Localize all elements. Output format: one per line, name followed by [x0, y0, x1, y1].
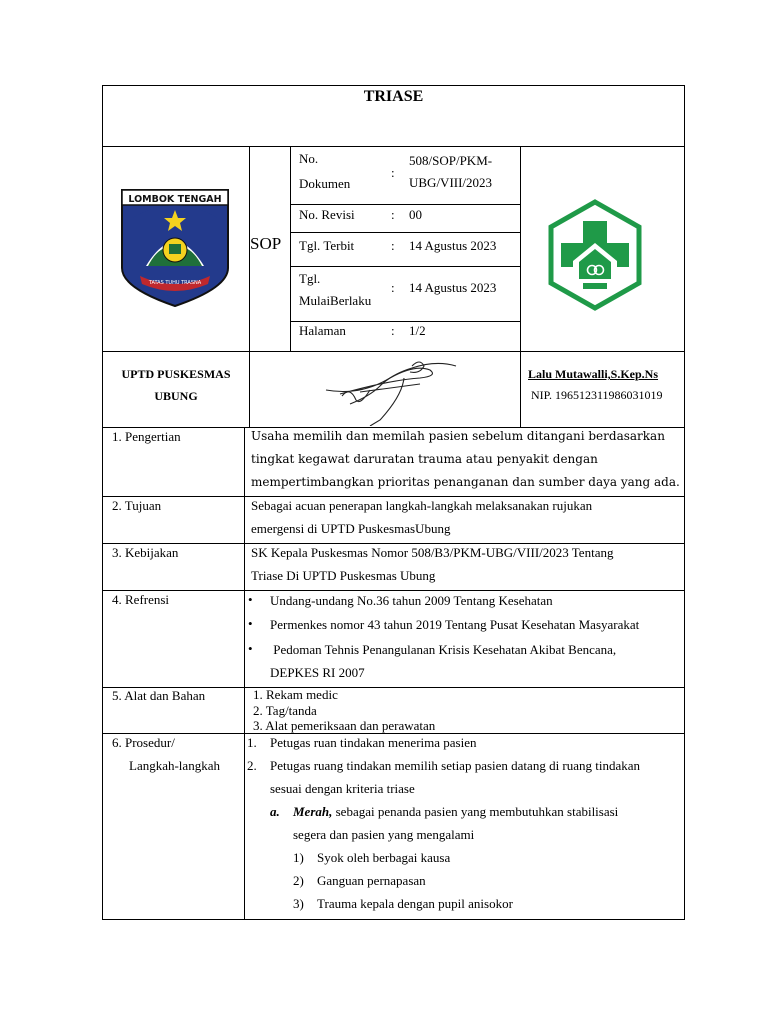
reference-item: Permenkes nomor 43 tahun 2019 Tentang Pusat Kesehatan Masyarakat — [270, 617, 640, 632]
issue-date-sep: : — [391, 238, 395, 253]
doc-number-label: Dokumen — [299, 176, 351, 191]
sub-step-marker: a. — [270, 804, 280, 819]
procedure-step: Petugas ruang tindakan memilih setiap pasien datang di ruang tindakan — [270, 758, 641, 773]
puskesmas-logo — [547, 199, 643, 311]
doc-number-label: No. — [299, 151, 319, 166]
step-number: 1. — [247, 735, 257, 750]
doc-number-sep: : — [391, 165, 395, 180]
effective-date-value: 14 Agustus 2023 — [409, 280, 497, 295]
policy-text: SK Kepala Puskesmas Nomor 508/B3/PKM-UBG/VIII/2023 Tentang — [251, 545, 614, 560]
equipment-item: 3. Alat pemeriksaan dan perawatan — [253, 718, 436, 733]
bullet-dot: • — [248, 592, 253, 607]
section-label: 2. Tujuan — [112, 498, 162, 513]
bullet-dot: • — [248, 616, 253, 631]
org-name: UBUNG — [154, 389, 198, 403]
sub-item-number: 1) — [293, 850, 304, 865]
reference-item: DEPKES RI 2007 — [270, 665, 365, 680]
reference-item: Undang-undang No.36 tahun 2009 Tentang Kesehatan — [270, 593, 553, 608]
sub-item-number: 3) — [293, 896, 304, 911]
org-name: UPTD PUSKESMAS — [121, 367, 231, 381]
section-label: Langkah-langkah — [129, 758, 220, 773]
page-value: 1/2 — [409, 323, 426, 338]
policy-text: Triase Di UPTD Puskesmas Ubung — [251, 568, 436, 583]
sop-label: SOP — [250, 234, 282, 253]
step-number: 2. — [247, 758, 257, 773]
document-title: TRIASE — [363, 88, 424, 105]
section-label: 5. Alat dan Bahan — [112, 688, 206, 703]
revision-value: 00 — [409, 207, 422, 222]
sub-item-text: Ganguan pernapasan — [317, 873, 426, 888]
doc-number-value: 508/SOP/PKM- — [409, 153, 493, 168]
purpose-text: emergensi di UPTD PuskesmasUbung — [251, 521, 451, 536]
lombok-tengah-emblem — [120, 188, 230, 308]
triage-red-line — [293, 805, 618, 818]
signer-name: Lalu Mutawalli,S.Kep.Ns — [528, 367, 659, 381]
definition-text: mempertimbangkan prioritas penanganan dan sumber daya yang ada. — [251, 475, 680, 489]
effective-date-sep: : — [391, 280, 395, 295]
definition-text: Usaha memilih dan memilah pasien sebelum ditangani berdasarkan — [251, 429, 665, 443]
page-sep: : — [391, 323, 395, 338]
signer-nip: NIP. 196512311986031019 — [531, 388, 663, 402]
purpose-text: Sebagai acuan penerapan langkah-langkah melaksanakan rujukan — [251, 498, 593, 513]
section-label: 3. Kebijakan — [112, 545, 179, 560]
equipment-item: 1. Rekam medic — [253, 687, 338, 702]
doc-number-value: UBG/VIII/2023 — [409, 175, 493, 190]
revision-label: No. Revisi — [299, 207, 355, 222]
revision-sep: : — [391, 207, 395, 222]
issue-date-label: Tgl. Terbit — [299, 238, 355, 253]
definition-text: tingkat kegawat daruratan trauma atau penyakit dengan — [251, 452, 598, 466]
triage-red-desc: segera dan pasien yang mengalami — [293, 827, 475, 842]
emblem-motto: TATAS TUHU TRASNA — [148, 280, 202, 286]
effective-date-label: Tgl. — [299, 271, 321, 286]
issue-date-value: 14 Agustus 2023 — [409, 238, 497, 253]
triage-red-term: Merah, — [293, 804, 333, 819]
sub-item-text: Syok oleh berbagai kausa — [317, 850, 451, 865]
section-label: 1. Pengertian — [112, 429, 181, 444]
reference-item: Pedoman Tehnis Penangulanan Krisis Kesehatan Akibat Bencana, — [270, 642, 617, 657]
procedure-step: sesuai dengan kriteria triase — [270, 781, 415, 796]
section-label: 4. Refrensi — [112, 592, 170, 607]
section-label: 6. Prosedur/ — [112, 735, 175, 750]
page-label: Halaman — [299, 323, 346, 338]
effective-date-label: MulaiBerlaku — [299, 293, 372, 308]
triage-red-desc: sebagai penanda pasien yang membutuhkan stabilisasi — [332, 804, 619, 819]
equipment-item: 2. Tag/tanda — [253, 703, 317, 718]
bullet-dot: • — [248, 641, 253, 656]
procedure-step: Petugas ruan tindakan menerima pasien — [270, 735, 477, 750]
signature — [320, 356, 470, 426]
sub-item-text: Trauma kepala dengan pupil anisokor — [317, 896, 513, 911]
emblem-title: LOMBOK TENGAH — [128, 194, 222, 205]
sub-item-number: 2) — [293, 873, 304, 888]
